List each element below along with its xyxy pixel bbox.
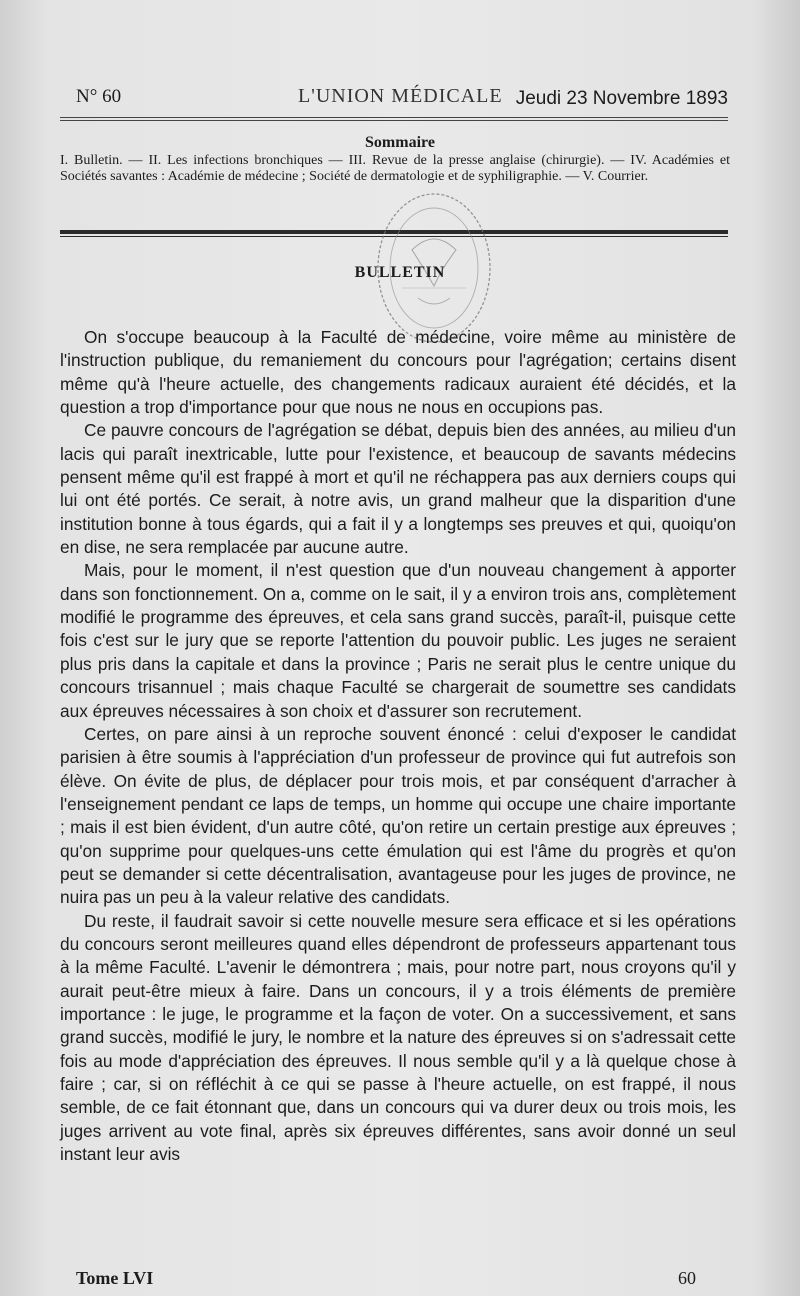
- article-paragraph: Mais, pour le moment, il n'est question que d'un nouveau changement à apporter dans son fonctionnement. On a, comme on le sait, il y a environ trois ans, complètement modifié le programme des épreuves, et cela sans grand succès, paraît-il, puisque cette fois c'est sur le jury que se reporte l'attention du pouvoir public. Les juges ne seraient plus pris dans la capitale et dans la province ; Paris ne serait plus le centre unique du concours trisannuel ; mais chaque Faculté se chargerait de soumettre ses candidats aux épreuves nécessaires à son choix et d'assurer son recrutement.: [60, 560, 736, 721]
- sommaire-contents: I. Bulletin. — II. Les infections bronchiques — III. Revue de la presse anglaise (chirurgie). — IV. Académies et Sociétés savantes : Académie de médecine ; Société de dermatologie et de syphiligraphie. — V. Courrier.: [60, 153, 730, 184]
- article-paragraph: Certes, on pare ainsi à un reproche souvent énoncé : celui d'exposer le candidat parisien à être soumis à l'appréciation d'un professeur de province qui fut autrefois son élève. On évite de plus, de déplacer pour trois mois, et par conséquent d'arracher à l'enseignement pendant ce laps de temps, un homme qui occupe une chaire importante ; mais il est bien évident, d'un autre côté, qu'on retire un certain prestige aux épreuves ; qu'on supprime pour quelques-uns cette émulation qui est l'âme du progrès et qu'on peut se demander si cette décentralisation, avantageuse pour les juges de province, ne nuira pas un peu à la valeur relative des candidats.: [60, 723, 736, 908]
- volume-label: Tome LVI: [76, 1268, 154, 1288]
- issue-date: Jeudi 23 Novembre 1893: [515, 88, 728, 109]
- article-body: [60, 326, 736, 1166]
- page-footer: [76, 1268, 696, 1290]
- article-paragraph: Du reste, il faudrait savoir si cette nouvelle mesure sera efficace et si les opérations du concours seront meilleures quand elles dépendront de professeurs appartenant tous à la même Faculté. L'avenir le démontrera ; mais, pour notre part, nous croyons qu'il y aurait peut-être mieux à faire. Dans un concours, il y a trois éléments de première importance : le juge, le programme et la façon de voter. On a successivement, et sans grand succès, modifié le jury, le nombre et la nature des épreuves si on s'adressait cette fois au mode d'appréciation des épreuves. Il nous semble qu'il y a là quelque chose à faire ; car, si on réfléchit à ce qui se passe à l'heure actuelle, on est frappé, il nous semble, de ce fait étonnant que, dans un concours qui va durer deux ou trois mois, les juges arrivent au vote final, après six épreuves différentes, sans avoir donné un seul instant leur avis: [60, 910, 736, 1165]
- page-header: [76, 86, 728, 114]
- journal-title: L'UNION MÉDICALE: [298, 85, 503, 107]
- issue-number: N° 60: [76, 86, 122, 107]
- article-paragraph: On s'occupe beaucoup à la Faculté de médecine, voire même au ministère de l'instruction publique, du remaniement du concours pour l'agrégation; certains disent même qu'à l'heure actuelle, des changements radicaux auraient été décidés, et la question a trop d'importance pour que nous ne nous en occupions pas.: [60, 327, 736, 418]
- sommaire-title: Sommaire: [365, 134, 435, 151]
- section-heading: BULLETIN: [354, 264, 446, 281]
- header-rule-second: [60, 120, 728, 121]
- header-rule: [60, 117, 728, 118]
- article-paragraph: Ce pauvre concours de l'agrégation se débat, depuis bien des années, au milieu d'un lacis qui paraît inextricable, lutte pour l'existence, et beaucoup de savants médecins pensent même qu'il est frappé à mort et qu'il ne réchappera pas aux derniers coups qui lui ont été portés. Ce serait, à notre avis, un grand malheur que la disparition d'une institution bonne à tous égards, qui a fait il y a longtemps ses preuves et qui, quoiqu'on en dise, ne sera remplacée par aucune autre.: [60, 420, 736, 558]
- page-number: 60: [678, 1268, 696, 1288]
